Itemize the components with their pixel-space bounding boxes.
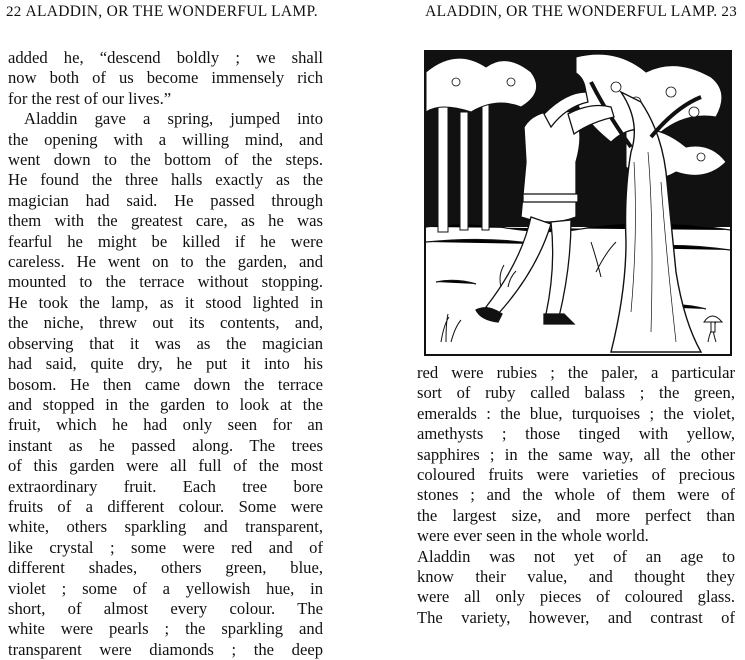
- illustration-icon: [426, 52, 730, 354]
- text-line: had said, quite dry, he put it into his: [8, 354, 323, 374]
- page-number: 23: [721, 4, 737, 20]
- text-line: The variety, however, and contrast of: [417, 607, 735, 627]
- text-line: emeralds : the blue, turquoises ; the violet,: [417, 403, 735, 423]
- text-line: magician had said. He passed through: [8, 190, 323, 210]
- text-line: know their value, and thought they: [417, 567, 735, 587]
- text-line: the opening with a willing mind, and: [8, 129, 323, 149]
- text-line: violet ; some of a yellowish hue, in: [8, 578, 323, 598]
- text-line: fearful he might be killed if he were: [8, 231, 323, 251]
- text-line: bosom. He then came down the terrace: [8, 374, 323, 394]
- text-line: the niche, threw out its contents, and,: [8, 313, 323, 333]
- running-title: ALADDIN, OR THE WONDERFUL LAMP.: [425, 3, 718, 20]
- left-page-header: [6, 3, 318, 21]
- body-text: [417, 363, 735, 628]
- text-line: mounted to the terrace without stopping.: [8, 272, 323, 292]
- text-line: Aladdin was not yet of an age to: [417, 546, 735, 566]
- text-line: amethysts ; those tinged with yellow,: [417, 424, 735, 444]
- text-line: fruit, which he had only seen for an: [8, 415, 323, 435]
- text-line: went down to the bottom of the steps.: [8, 150, 323, 170]
- text-line: Aladdin gave a spring, jumped into: [24, 109, 323, 129]
- text-line: He found the three halls exactly as the: [8, 170, 323, 190]
- text-line: them with the greatest care, as he was: [8, 211, 323, 231]
- text-line: for the rest of our lives.”: [8, 88, 172, 108]
- text-line: red were rubies ; the paler, a particular: [417, 363, 735, 382]
- right-page: [400, 0, 745, 627]
- text-line: transparent were diamonds ; the deep: [8, 639, 323, 659]
- text-line: the largest size, and more perfect than: [417, 505, 735, 525]
- text-line: coloured fruits were varieties of precious: [417, 465, 735, 485]
- text-line: of this garden were all full of the most: [8, 456, 323, 476]
- body-text: [8, 48, 323, 660]
- illustration-aladdin-picking-fruit: [424, 50, 732, 356]
- page-number: 22: [6, 4, 22, 20]
- text-line: now both of us become immensely rich: [8, 68, 323, 88]
- text-line: white, others sparkling and transparent,: [8, 517, 323, 537]
- left-page: [0, 0, 360, 659]
- text-line: observing that it was as the magician: [8, 333, 323, 353]
- text-line: He took the lamp, as it stood lighted in: [8, 292, 323, 312]
- text-line: fruits of a different colour. Some were: [8, 496, 323, 516]
- text-line: careless. He went on to the garden, and: [8, 252, 323, 272]
- text-line: sapphires ; in the same way, all the other: [417, 444, 735, 464]
- text-line: and stopped in the garden to look at the: [8, 394, 323, 414]
- text-line: like crystal ; some were red and of: [8, 537, 323, 557]
- running-title: ALADDIN, OR THE WONDERFUL LAMP.: [25, 3, 318, 20]
- text-line: stones ; and the whole of them were of: [417, 485, 735, 505]
- text-line: extraordinary fruit. Each tree bore: [8, 476, 323, 496]
- text-line: added he, “descend boldly ; we shall: [8, 48, 323, 67]
- text-line: sort of ruby called balass ; the green,: [417, 383, 735, 403]
- text-line: were all only pieces of coloured glass.: [417, 587, 735, 607]
- right-page-header: [425, 3, 737, 21]
- text-line: short, of almost every colour. The: [8, 598, 323, 618]
- text-line: different shades, others green, blue,: [8, 558, 323, 578]
- text-line: were ever seen in the whole world.: [417, 526, 649, 546]
- text-line: white were pearls ; the sparkling and: [8, 619, 323, 639]
- text-line: instant as he passed along. The trees: [8, 435, 323, 455]
